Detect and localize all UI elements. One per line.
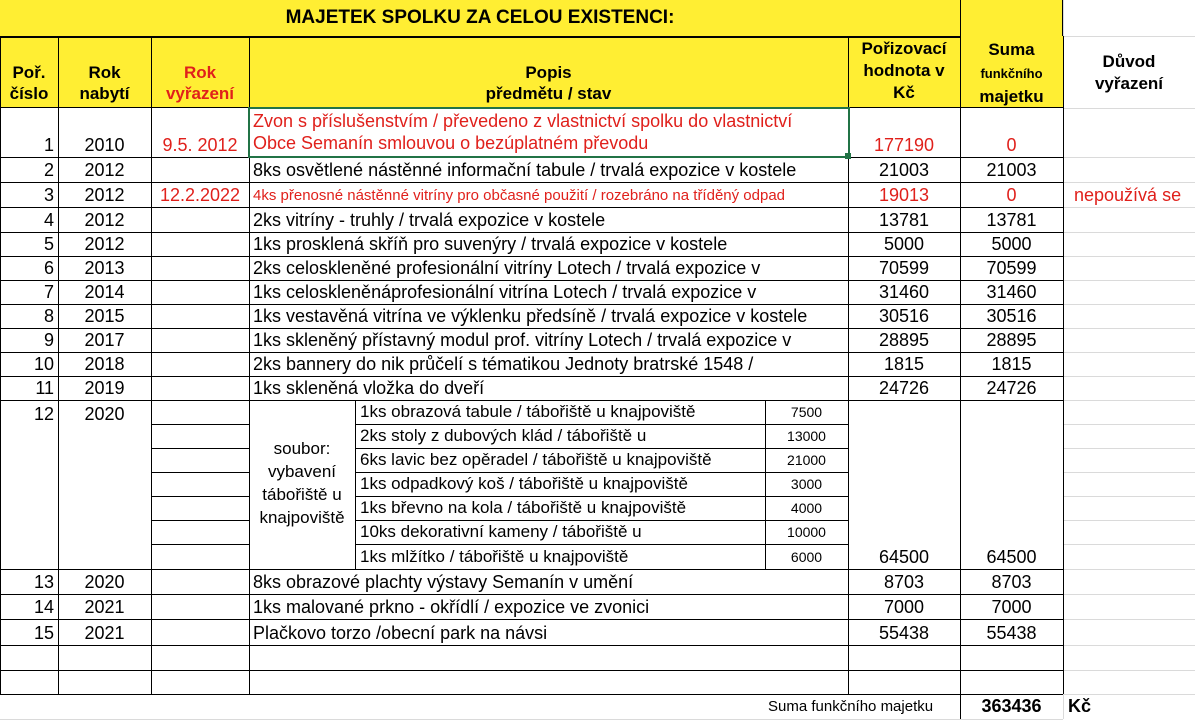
gridline (1063, 157, 1195, 158)
row-func-value: 13781 (986, 210, 1037, 230)
group-item-border (355, 472, 848, 473)
row-value: 8703 (883, 572, 925, 592)
gridline (1063, 594, 1195, 595)
header-porizovaci: hodnota v (863, 61, 945, 80)
row-number: 7 (43, 282, 54, 302)
header-rok-vyrazeni: Rok (183, 63, 217, 82)
row-value: 1815 (883, 354, 925, 374)
row-value: 13781 (878, 210, 930, 230)
gridline (1063, 328, 1195, 329)
row-value: 7000 (883, 597, 925, 617)
row-value: 64500 (878, 547, 930, 567)
border-h (0, 36, 960, 38)
selection-handle[interactable] (845, 153, 851, 159)
group-label: knajpoviště (259, 508, 345, 527)
row-description: Zvon s příslušenstvím / převedeno z vlastnictví spolku do vlastnictví (253, 111, 793, 131)
row-border (0, 645, 1063, 646)
row-number: 4 (43, 210, 54, 230)
row-year: 2019 (84, 378, 125, 398)
row-number: 3 (43, 185, 54, 205)
row-year: 2020 (84, 404, 125, 424)
row-func-value: 31460 (986, 282, 1037, 302)
row-func-value: 64500 (986, 547, 1037, 567)
row-description: 4ks přenosné nástěnné vitríny pro občasné použití / rozebráno na tříděný odpad (253, 187, 786, 204)
row-func-value: 28895 (986, 330, 1037, 350)
column-border (1063, 36, 1064, 694)
row-value: 31460 (878, 282, 930, 302)
row-value: 5000 (883, 234, 925, 254)
row-year: 2021 (84, 597, 125, 617)
header-porizovaci: Kč (893, 83, 915, 102)
group-item-description: 6ks lavic bez opěradel / tábořiště u knajpoviště (360, 450, 712, 469)
row-func-value: 24726 (986, 378, 1037, 398)
header-suma-fce: Suma (988, 40, 1035, 59)
row-value: 70599 (878, 258, 930, 278)
row-reason: nepoužívá se (1074, 185, 1182, 205)
row-border (0, 182, 1063, 183)
row-number: 8 (43, 306, 54, 326)
border-v (1062, 0, 1063, 36)
gridline (1063, 376, 1195, 377)
row-description: 8ks obrazové plachty výstavy Semanín v umění (253, 572, 634, 592)
row-description: 1ks skleněná vložka do dveří (253, 378, 485, 398)
group-item-border (355, 544, 848, 545)
gridline (1063, 694, 1195, 695)
row-description: 1ks prosklená skříň pro suvenýry / trvalá expozice v kostele (253, 234, 728, 254)
group-item-border (151, 448, 249, 449)
row-removed-date: 12.2.2022 (159, 185, 241, 205)
group-item-value: 7500 (790, 404, 823, 420)
row-value: 21003 (878, 160, 930, 180)
header-por-cislo: číslo (9, 84, 49, 103)
group-label: vybavení (267, 462, 337, 481)
header-porizovaci: Pořizovací (861, 39, 947, 58)
row-number: 11 (35, 378, 54, 398)
row-func-value: 30516 (986, 306, 1037, 326)
group-item-border (355, 448, 848, 449)
row-number: 2 (43, 160, 54, 180)
row-number: 15 (33, 623, 54, 643)
row-border (0, 594, 1063, 595)
row-description: 1ks malované prkno - okřídlí / expozice ve zvonici (253, 597, 650, 617)
column-border (960, 36, 961, 694)
row-border (0, 256, 1063, 257)
gridline (1063, 424, 1195, 425)
row-number: 5 (43, 234, 54, 254)
gridline (1063, 352, 1195, 353)
row-func-value: 70599 (986, 258, 1037, 278)
group-item-border (151, 424, 249, 425)
row-year: 2020 (84, 572, 125, 592)
column-border (58, 36, 59, 694)
gridline (1063, 304, 1195, 305)
row-border (0, 569, 1063, 570)
row-number: 13 (33, 572, 54, 592)
group-item-border (355, 424, 848, 425)
total-label: Suma funkčního majetku (768, 698, 934, 715)
header-suma-fce: funkčního (980, 66, 1043, 81)
group-item-value: 3000 (790, 476, 823, 492)
row-border (0, 376, 1063, 377)
column-border (960, 694, 961, 719)
row-value: 19013 (878, 185, 930, 205)
total-value: 363436 (981, 696, 1042, 716)
row-year: 2017 (84, 330, 125, 350)
row-border (0, 400, 1063, 401)
gridline (1063, 36, 1195, 37)
group-item-value: 13000 (787, 428, 826, 444)
gridline (1063, 108, 1195, 109)
header-duvod: Důvod (1102, 52, 1156, 71)
row-border (0, 352, 1063, 353)
row-func-value: 1815 (991, 354, 1032, 374)
group-item-description: 10ks dekorativní kameny / tábořiště u (360, 522, 642, 541)
row-description: Obce Semanín smlouvou o bezúplatném převodu (253, 133, 649, 153)
row-border (0, 328, 1063, 329)
row-year: 2021 (84, 623, 125, 643)
row-year: 2013 (84, 258, 125, 278)
row-func-value: 21003 (986, 160, 1037, 180)
row-func-value: 0 (1006, 185, 1017, 205)
row-func-value: 55438 (986, 623, 1037, 643)
row-year: 2012 (84, 185, 125, 205)
header-rok-nabyti: nabytí (79, 84, 130, 103)
row-number: 14 (33, 597, 54, 617)
row-func-value: 7000 (991, 597, 1032, 617)
header-rok-nabyti: Rok (88, 63, 121, 82)
border-v (960, 0, 961, 36)
row-func-value: 8703 (991, 572, 1032, 592)
gridline (1063, 670, 1195, 671)
row-description: 8ks osvětlené nástěnné informační tabule / trvalá expozice v kostele (253, 160, 797, 180)
row-border (0, 232, 1063, 233)
sheet-title: MAJETEK SPOLKU ZA CELOU EXISTENCI: (285, 7, 675, 28)
row-year: 2010 (84, 135, 125, 155)
gridline (1063, 400, 1195, 401)
header-popis: Popis (525, 63, 572, 82)
gridline (1063, 207, 1195, 208)
group-label: tábořiště u (262, 485, 342, 504)
gridline (1063, 280, 1195, 281)
row-description: 1ks celoskleněnáprofesionální vitrína Lotech / trvalá expozice v (253, 282, 757, 302)
group-item-border (355, 496, 848, 497)
gridline (1063, 645, 1195, 646)
header-duvod: vyřazení (1094, 74, 1164, 93)
group-item-border (355, 520, 848, 521)
row-description: 2ks vitríny - truhly / trvalá expozice v kostele (253, 210, 606, 230)
gridline (1063, 544, 1195, 545)
row-year: 2012 (84, 234, 125, 254)
row-border (0, 207, 1063, 208)
row-border (0, 694, 1063, 695)
gridline (1063, 619, 1195, 620)
group-item-border (151, 496, 249, 497)
row-func-value: 5000 (991, 234, 1032, 254)
row-value: 30516 (878, 306, 930, 326)
row-value: 24726 (878, 378, 930, 398)
group-item-value: 6000 (790, 549, 823, 565)
gridline (1063, 256, 1195, 257)
row-number: 6 (43, 258, 54, 278)
gridline (1063, 569, 1195, 570)
row-number: 9 (43, 330, 54, 350)
header-por-cislo: Poř. (12, 63, 46, 82)
row-border (0, 304, 1063, 305)
row-year: 2018 (84, 354, 125, 374)
group-item-value: 4000 (790, 500, 823, 516)
row-removed-date: 9.5. 2012 (162, 135, 238, 155)
gridline (1063, 182, 1195, 183)
row-year: 2012 (84, 160, 125, 180)
group-border-v (355, 400, 356, 569)
group-item-description: 1ks obrazová tabule / tábořiště u knajpoviště (360, 402, 696, 421)
cell-selection[interactable] (248, 107, 850, 158)
row-description: 2ks bannery do nik průčelí s tématikou Jednoty bratrské 1548 / (253, 354, 754, 374)
row-number: 1 (43, 135, 54, 155)
group-item-value: 21000 (787, 452, 826, 468)
row-value: 55438 (878, 623, 930, 643)
group-item-description: 1ks mlžítko / tábořiště u knajpoviště (360, 547, 629, 566)
row-value: 177190 (873, 135, 935, 155)
header-popis: předmětu / stav (485, 84, 612, 103)
row-border (0, 619, 1063, 620)
group-item-description: 1ks břevno na kola / tábořiště u knajpoviště (360, 498, 687, 517)
gridline (1063, 448, 1195, 449)
row-description: 2ks celoskleněné profesionální vitríny Lotech / trvalá expozice v (253, 258, 761, 278)
group-item-border (151, 520, 249, 521)
row-description: 1ks skleněný přístavný modul prof. vitríny Lotech / trvalá expozice v (253, 330, 792, 350)
column-border (0, 36, 1, 694)
group-item-border (151, 472, 249, 473)
row-border (0, 280, 1063, 281)
gridline (1063, 496, 1195, 497)
row-year: 2012 (84, 210, 125, 230)
gridline (1063, 520, 1195, 521)
row-value: 28895 (878, 330, 930, 350)
group-item-border (151, 544, 249, 545)
total-unit: Kč (1068, 696, 1092, 716)
group-item-description: 1ks odpadkový koš / tábořiště u knajpoviště (360, 474, 688, 493)
row-border (0, 670, 1063, 671)
row-description: 1ks vestavěná vitrína ve výklenku předsíně / trvalá expozice v kostele (253, 306, 808, 326)
group-border-v (765, 400, 766, 569)
column-border (151, 36, 152, 694)
row-func-value: 0 (1006, 135, 1017, 155)
row-description: Plačkovo torzo /obecní park na návsi (253, 623, 548, 643)
header-rok-vyrazeni: vyřazení (165, 84, 235, 103)
row-year: 2015 (84, 306, 125, 326)
group-item-value: 10000 (787, 524, 826, 540)
group-item-description: 2ks stoly z dubových klád / tábořiště u (360, 426, 647, 445)
gridline (1063, 232, 1195, 233)
header-suma-fce: majetku (979, 87, 1044, 106)
gridline (1063, 472, 1195, 473)
column-border (1063, 36, 1064, 108)
row-number: 12 (33, 404, 54, 424)
row-number: 10 (33, 354, 54, 374)
group-label: soubor: (273, 439, 331, 458)
row-year: 2014 (84, 282, 125, 302)
